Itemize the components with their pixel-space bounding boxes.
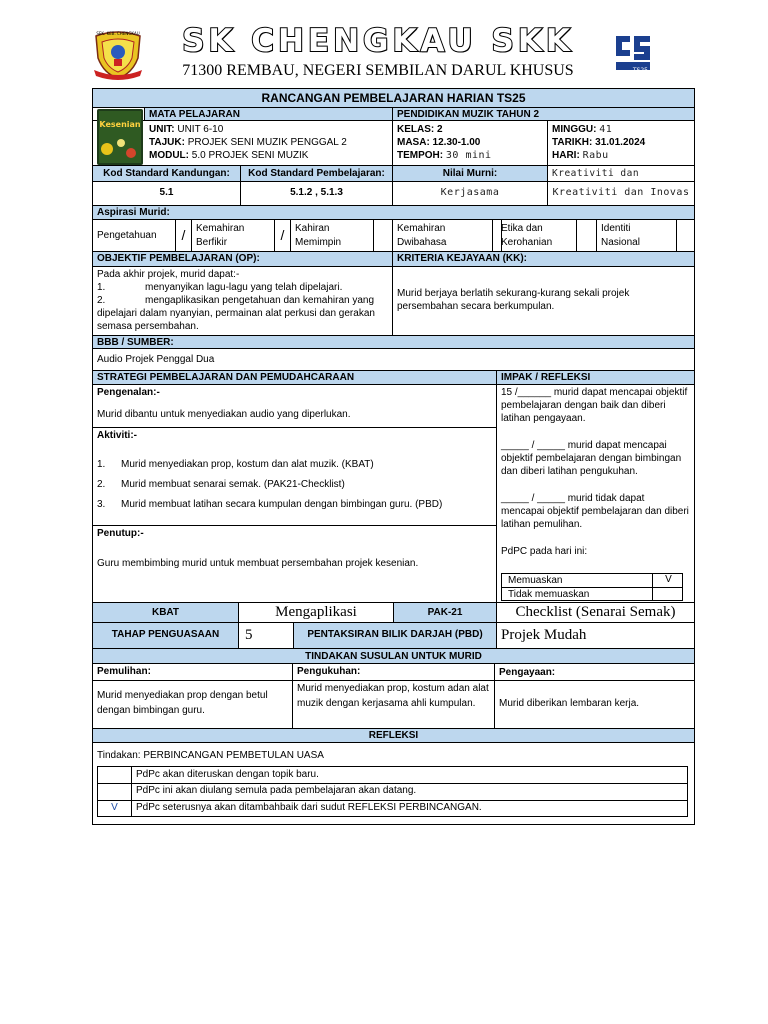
memuaskan-label: Memuaskan: [508, 575, 563, 586]
refleksi-option: [98, 800, 687, 816]
school-name: SK CHENGKAU SKK: [182, 23, 574, 59]
hari-line: HARI: Rabu: [552, 150, 609, 161]
aktiviti-label: Aktiviti:-: [97, 430, 137, 441]
tahap-label: TAHAP PENGUASAAN: [93, 623, 239, 648]
modul-value: 5.0 PROJEK SENI MUZIK: [191, 150, 309, 161]
nilai-murni-value: Kerjasama: [393, 182, 548, 205]
pbd-label: PENTAKSIRAN BILIK DARJAH (PBD): [294, 623, 497, 648]
kriteria-label: KRITERIA KEJAYAAN (KK):: [397, 253, 528, 264]
pengayaan-label: Pengayaan:: [499, 667, 556, 678]
modul-line: MODUL: 5.0 PROJEK SENI MUZIK: [149, 150, 309, 161]
aspirasi-item: Pengetahuan: [93, 220, 176, 251]
bbb-text: Audio Projek Penggal Dua: [97, 354, 215, 365]
strategi-label-row: [93, 371, 694, 385]
aspirasi-mark: [677, 220, 694, 251]
pak21-label: PAK-21: [394, 603, 497, 622]
pengenalan-text: Murid dibantu untuk menyediakan audio yang diperlukan.: [97, 409, 351, 420]
aspirasi-label-row: [93, 206, 694, 220]
pak21-value: Checklist (Senarai Semak): [515, 604, 676, 620]
bbb-label-row: [93, 336, 694, 349]
tidak-memuaskan-mark: [652, 588, 684, 600]
penutup-section: [93, 526, 496, 602]
kbat-label: KBAT: [93, 603, 239, 622]
class-info-cell: [393, 121, 548, 165]
tidak-memuaskan-label: Tidak memuaskan: [508, 589, 590, 600]
tindakan-content-row: [93, 681, 694, 729]
tajuk-value: PROJEK SENI MUZIK PENGGAL 2: [187, 137, 347, 148]
refleksi-label-row: [93, 729, 694, 743]
lesson-plan-table: [92, 88, 695, 825]
pemulihan-label: Pemulihan:: [93, 664, 293, 680]
refleksi-options: [97, 766, 688, 817]
page-header: [0, 0, 768, 88]
unit-value: UNIT 6-10: [177, 124, 224, 135]
aspirasi-mark: /: [275, 220, 291, 251]
bbb-content-row: [93, 349, 694, 371]
pengenalan-label: Pengenalan:-: [97, 387, 160, 398]
pdpc-label: PdPC pada hari ini:: [501, 546, 588, 557]
unit-info-cell: [145, 121, 393, 165]
pengukuhan-label: Pengukuhan:: [293, 664, 495, 680]
mata-pelajaran-label: MATA PELAJARAN: [145, 108, 393, 120]
refleksi-option-mark: V: [98, 800, 132, 816]
unit-row: [93, 121, 694, 166]
logo-text: SEK. KEB. CHENGKAU: [96, 31, 140, 36]
kod-kandungan-value: 5.1: [93, 182, 241, 205]
tindakan-label-row: [93, 649, 694, 664]
strategi-label: STRATEGI PEMBELAJARAN DAN PEMUDAHCARAAN: [93, 371, 497, 384]
emk-value-top: Kreativiti dan: [552, 168, 640, 179]
refleksi-option: [98, 783, 687, 801]
pengayaan-text: Murid diberikan lembaran kerja.: [499, 698, 640, 709]
kbat-row: [93, 603, 694, 623]
aspirasi-item: Kemahiran Dwibahasa: [393, 220, 493, 251]
tidak-memuaskan-row: [501, 587, 683, 601]
impak-baik: 15 /______ murid dapat mencapai objektif pembelajaran dengan baik dan diberi latihan pengayaan.: [501, 387, 688, 424]
kod-pembelajaran-label: Kod Standard Pembelajaran:: [241, 166, 393, 181]
aspirasi-label: Aspirasi Murid:: [97, 207, 170, 218]
standards-label-row: [93, 166, 694, 182]
kod-pembelajaran-value: 5.1.2 , 5.1.3: [241, 182, 393, 205]
aktiviti-item: 2. Murid membuat senarai semak. (PAK21-Checklist): [97, 479, 345, 490]
impak-bimbingan: _____ / _____ murid dapat mencapai objektif pembelajaran dengan bimbingan dan diberi latihan pengukuhan.: [501, 440, 682, 477]
unit-line: UNIT: UNIT 6-10: [149, 124, 224, 135]
school-address: 71300 REMBAU, NEGERI SEMBILAN DARUL KHUSUS: [182, 62, 574, 79]
kriteria-text: Murid berjaya berlatih sekurang-kurang sekali projek persembahan secara berkumpulan.: [397, 288, 630, 312]
pemulihan-text: Murid menyediakan prop dengan betul dengan bimbingan guru.: [93, 681, 293, 728]
logo-right-text: TS25: [632, 67, 648, 74]
tahap-value: 5: [239, 623, 294, 648]
tindakan-subheader-row: [93, 664, 694, 681]
memuaskan-row: [501, 573, 683, 587]
tempoh-line: TEMPOH: 30 mini: [397, 150, 492, 161]
tajuk-line: TAJUK: PROJEK SENI MUZIK PENGGAL 2: [149, 137, 347, 148]
bbb-label: BBB / SUMBER:: [97, 337, 174, 348]
minggu-value: 41: [599, 124, 613, 135]
tarikh: TARIKH: 31.01.2024: [552, 137, 646, 148]
kelas: KELAS: 2: [397, 124, 443, 135]
masa: MASA: 12.30-1.00: [397, 137, 481, 148]
refleksi-option-mark: [98, 767, 132, 783]
impak-label: IMPAK / REFLEKSI: [501, 372, 591, 383]
penutup-label: Penutup:-: [97, 528, 144, 539]
school-crest-logo: [92, 30, 144, 80]
standards-value-row: [93, 182, 694, 206]
refleksi-option-text: PdPc akan diteruskan dengan topik baru.: [136, 769, 319, 780]
aspirasi-item: Kemahiran Berfikir: [192, 220, 275, 251]
impak-tidak-capai: _____ / _____ murid tidak dapat mencapai objektif pembelajaran dan diberi latihan pemulihan.: [501, 493, 689, 530]
refleksi-option-text: PdPc ini akan diulang semula pada pembelajaran akan datang.: [136, 785, 417, 796]
aktiviti-item: 3. Murid membuat latihan secara kumpulan dengan bimbingan guru. (PBD): [97, 499, 443, 510]
tindakan-label: TINDAKAN SUSULAN UNTUK MURID: [305, 651, 482, 662]
mata-pelajaran-value: PENDIDIKAN MUZIK TAHUN 2: [393, 108, 694, 120]
objektif-cell: [93, 267, 393, 335]
refleksi-option: [98, 767, 687, 784]
date-info-cell: [548, 121, 694, 165]
strategi-column: [93, 385, 497, 603]
objektif-item: 1. menyanyikan lagu-lagu yang telah dipelajari.: [97, 282, 343, 293]
aktiviti-section: [93, 428, 496, 526]
objektif-label: OBJEKTIF PEMBELAJARAN (OP):: [93, 252, 393, 266]
hari-value: Rabu: [582, 150, 609, 161]
minggu-line: MINGGU: 41: [552, 124, 613, 135]
subject-row: [93, 108, 694, 121]
penutup-text: Guru membimbing murid untuk membuat persembahan projek kesenian.: [97, 558, 419, 569]
refleksi-option-mark: [98, 783, 132, 800]
title-row: [93, 89, 694, 108]
kbat-value: Mengaplikasi: [239, 603, 394, 622]
nilai-murni-label: Nilai Murni:: [393, 166, 548, 181]
impak-column: [497, 385, 694, 603]
aspirasi-item: Etika dan Kerohanian: [497, 220, 577, 251]
aspirasi-item: Identiti Nasional: [597, 220, 677, 251]
memuaskan-mark: V: [652, 573, 684, 587]
aspirasi-mark: [577, 220, 597, 251]
objektif-intro: Pada akhir projek, murid dapat:-: [97, 269, 240, 280]
pbd-value: Projek Mudah: [501, 627, 587, 643]
aktiviti-item: 1. Murid menyediakan prop, kostum dan alat muzik. (KBAT): [97, 459, 374, 470]
aspirasi-item: Kahiran Memimpin: [291, 220, 374, 251]
aspirasi-mark: [374, 220, 393, 251]
pengukuhan-text: Murid menyediakan prop, kostum adan alat muzik dengan kerjasama ahli kumpulan.: [293, 681, 495, 728]
kod-kandungan-label: Kod Standard Kandungan:: [93, 166, 241, 181]
objektif-label-row: [93, 252, 694, 267]
plan-title: RANCANGAN PEMBELAJARAN HARIAN TS25: [261, 91, 526, 105]
refleksi-label: REFLEKSI: [368, 730, 419, 741]
aspirasi-items-row: [93, 220, 694, 252]
ts25-logo: [610, 30, 656, 76]
book-title: Kesenian: [99, 120, 141, 129]
objektif-item: 2. mengaplikasikan pengetahuan dan kemahiran yang dipelajari dalam nyanyian, permainan alat perkusi dan gerakan semasa persembahan.: [97, 295, 375, 332]
pengenalan-section: [93, 385, 496, 428]
tahap-row: [93, 623, 694, 649]
emk-value: Kreativiti dan Inovas: [552, 187, 690, 198]
aspirasi-mark: /: [176, 220, 192, 251]
tempoh-value: 30 mini: [445, 150, 492, 161]
refleksi-option-text: PdPc seterusnya akan ditambahbaik dari sudut REFLEKSI PERBINCANGAN.: [136, 802, 482, 813]
refleksi-tindakan: Tindakan: PERBINCANGAN PEMBETULAN UASA: [97, 750, 324, 761]
emk-header-cell: [548, 166, 694, 181]
objektif-content-row: [93, 267, 694, 336]
